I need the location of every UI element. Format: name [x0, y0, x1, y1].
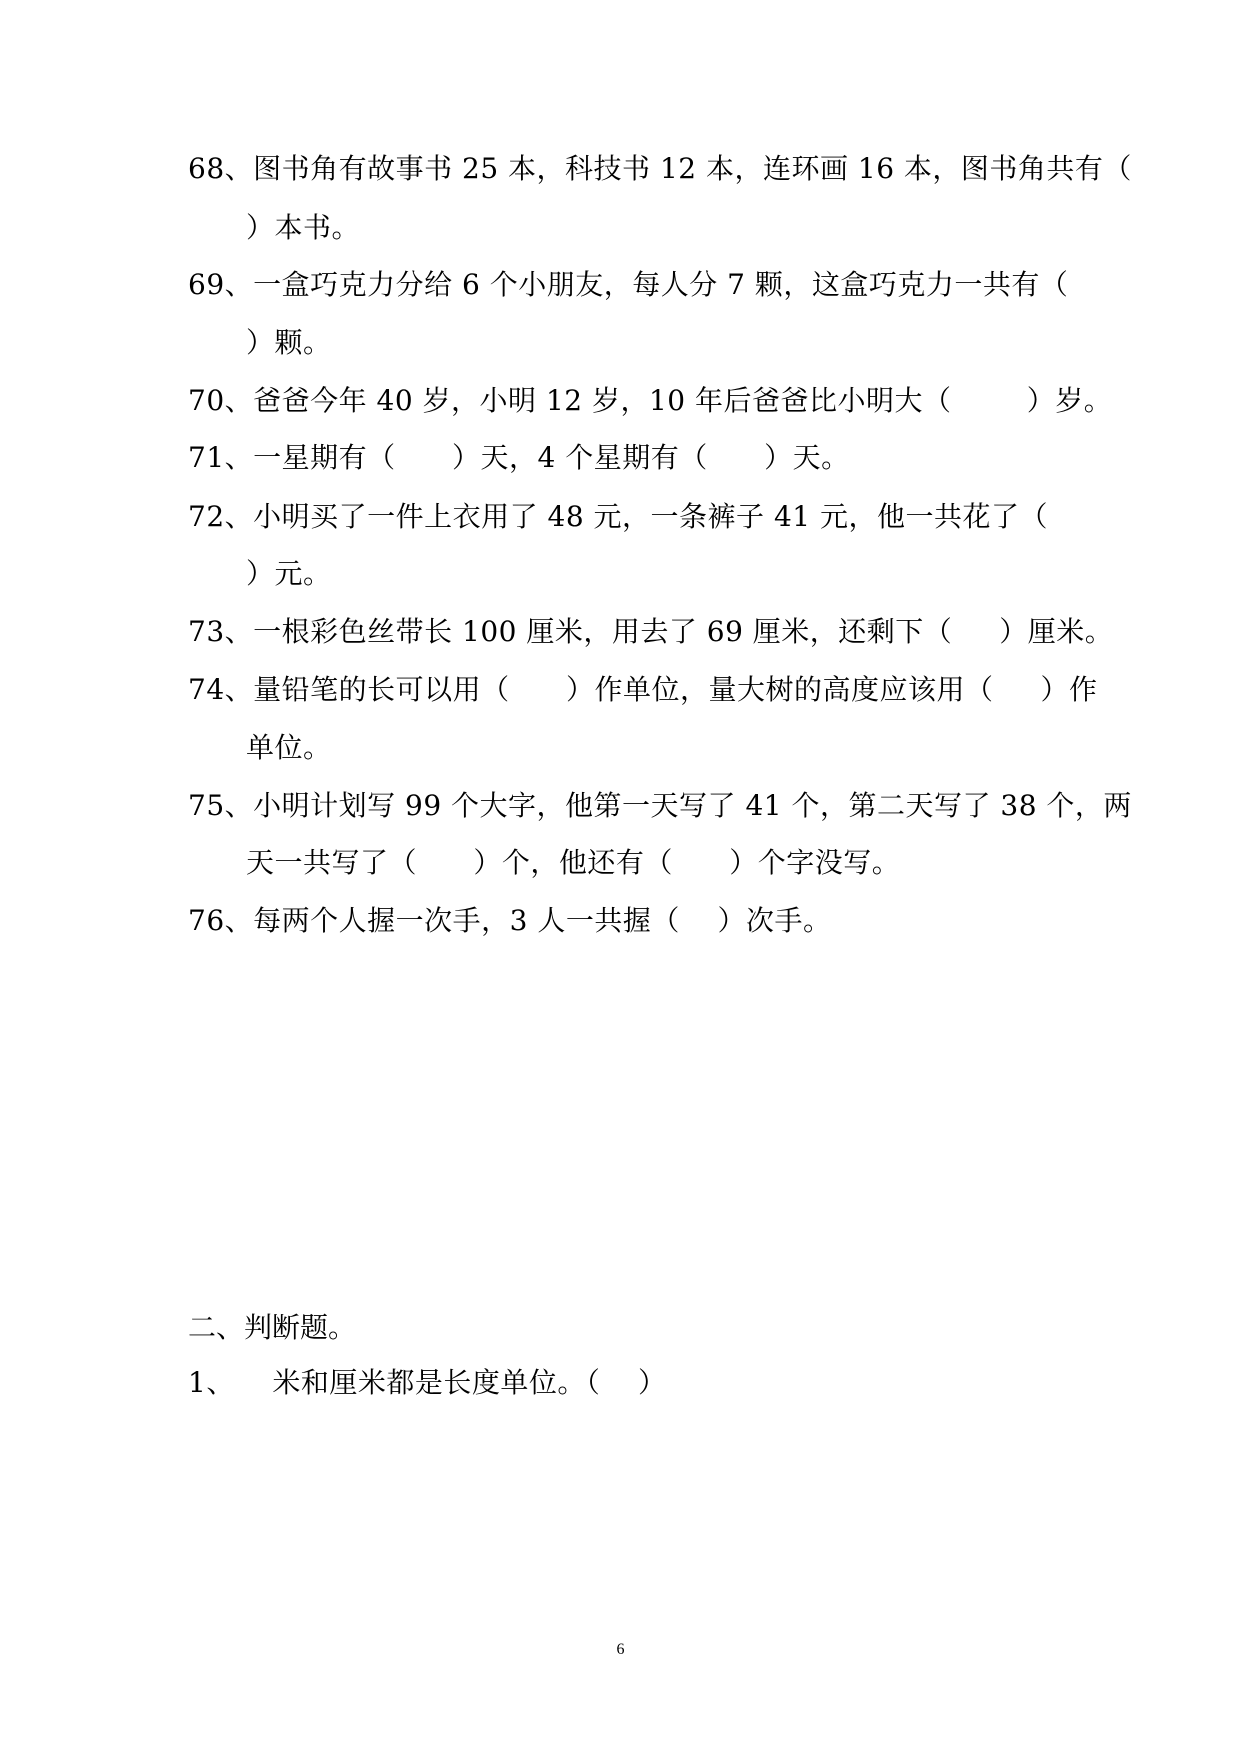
- question-68-line-2: ）本书。: [246, 211, 361, 244]
- question-69-line-2: ）颗。: [246, 326, 332, 359]
- judgement-1: 1、 米和厘米都是长度单位。（ ）: [188, 1366, 667, 1399]
- question-74-line-1: 74、量铅笔的长可以用（ ）作单位，量大树的高度应该用（ ）作: [188, 673, 1098, 706]
- question-68-line-1: 68、图书角有故事书 25 本，科技书 12 本，连环画 16 本，图书角共有（: [188, 152, 1132, 185]
- question-72-line-2: ）元。: [246, 557, 332, 590]
- page-number: 6: [616, 1641, 625, 1658]
- question-73: 73、一根彩色丝带长 100 厘米，用去了 69 厘米，还剩下（ ）厘米。: [188, 615, 1114, 648]
- question-76: 76、每两个人握一次手，3 人一共握（ ）次手。: [188, 904, 832, 937]
- question-70: 70、爸爸今年 40 岁，小明 12 岁，10 年后爸爸比小明大（ ）岁。: [188, 384, 1113, 417]
- question-74-line-2: 单位。: [246, 731, 332, 764]
- section-title-judgement: 二、判断题。: [188, 1311, 357, 1344]
- question-75-line-1: 75、小明计划写 99 个大字，他第一天写了 41 个，第二天写了 38 个，两: [188, 789, 1132, 822]
- question-71: 71、一星期有（ ）天，4 个星期有（ ）天。: [188, 441, 850, 474]
- question-72-line-1: 72、小明买了一件上衣用了 48 元，一条裤子 41 元，他一共花了（: [188, 500, 1048, 533]
- question-75-line-2: 天一共写了（ ）个，他还有（ ）个字没写。: [246, 846, 901, 879]
- question-69-line-1: 69、一盒巧克力分给 6 个小朋友，每人分 7 颗，这盒巧克力一共有（: [188, 268, 1069, 301]
